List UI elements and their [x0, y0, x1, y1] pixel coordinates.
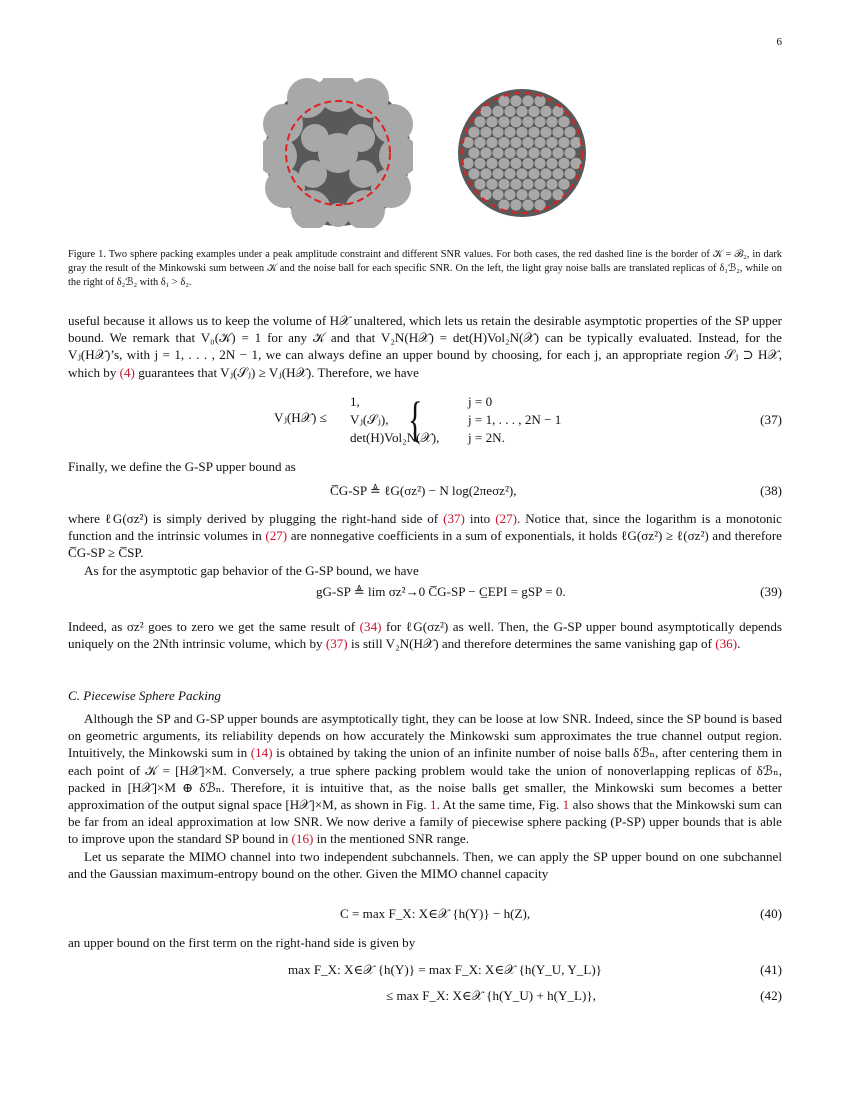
equation-41 [68, 962, 782, 986]
noise-ball [498, 137, 509, 148]
noise-ball [480, 168, 491, 179]
noise-ball [534, 137, 545, 148]
sphere-packing-left [263, 78, 413, 228]
noise-ball [516, 106, 527, 117]
equation-37 [68, 392, 782, 448]
equation-39 [68, 584, 782, 608]
eq39-number: (39) [760, 584, 782, 599]
noise-ball [504, 189, 515, 200]
equation-42 [68, 988, 782, 1012]
noise-ball [552, 189, 563, 200]
eq40-number: (40) [760, 906, 782, 921]
noise-ball [552, 147, 563, 158]
noise-ball [564, 168, 575, 179]
noise-ball [510, 137, 521, 148]
citation-link[interactable]: (27) [495, 511, 518, 526]
noise-ball [504, 106, 515, 117]
eq41-number: (41) [760, 962, 782, 977]
eq39-expression: gG-SP ≜ lim σz²→0 C̅G-SP − C̲EPI = gSP = 0. [316, 584, 566, 599]
figure-link[interactable]: 1 [430, 797, 437, 813]
noise-ball [498, 199, 509, 210]
noise-ball [540, 147, 551, 158]
eq37-case-condition: j = 1, . . . , 2N − 1 [468, 412, 562, 427]
noise-ball [558, 179, 569, 190]
noise-ball [492, 147, 503, 158]
paragraph-1: useful because it allows us to keep the volume of H𝒳 unaltered, which lets us retain the desirable asymptotic properties of the SP upper bound. We remark that V₀(𝒦) = 1 for any 𝒦 and that V₂N(H𝒳) = det(H)Vol₂N(𝒳) can be typically evaluated. Instead, for the Vⱼ(H𝒳)’s, with j = 1, . . . , 2N − 1, we can always define an upper bound by choosing, for each j, an appropriate region 𝒮ⱼ ⊃ H𝒳, which by (4) guarantees that Vⱼ(𝒮ⱼ) ≥ Vⱼ(H𝒳). Therefore, we have [68, 313, 782, 380]
eq38-number: (38) [760, 483, 782, 498]
noise-ball [504, 168, 515, 179]
noise-ball [468, 147, 479, 158]
noise-ball [534, 179, 545, 190]
noise-ball [534, 95, 545, 106]
paragraph-6: Although the SP and G-SP upper bounds are asymptotically tight, they can be loose at low SNR. Indeed, since the SP bound is based on geometric arguments, its reliability depends on how accurately the Minkowski sum approximates the true channel output region. Intuitively, the Minkowski sum in (14) is obtained by taking the union of an infinite number of noise balls δℬₙ, after centering them in each point of 𝒦 = [H𝒳]×M. Conversely, a true sphere packing problem would take the union of nonoverlapping replicas of δℬₙ, packed in [H𝒳]×M ⊕ δℬₙ. Therefore, it is intuitive that, as the noise balls get smaller, the Minkowski sum becomes a better approximation of the output signal space [H𝒳]×M, as shown in Fig. 1. At the same time, Fig. 1 also shows that the Minkowski sum can be far from an ideal approximation at low SNR. We now derive a family of piecewise sphere packing (P-SP) upper bounds that is able to improve upon the standard SP bound in (16) in the mentioned SNR range. Let us separate the MIMO channel into two independent subchannels. Then, we can apply the SP upper bound on one subchannel and the Gaussian maximum-entropy bound on the other. Given the MIMO channel capacity [68, 711, 782, 881]
paragraph-2: Finally, we define the G-SP upper bound as [68, 459, 296, 474]
equation-38 [68, 483, 782, 507]
figure-link[interactable]: 1 [562, 797, 570, 813]
sphere-packing-right [457, 88, 587, 218]
noise-ball [540, 127, 551, 138]
noise-ball [534, 158, 545, 169]
noise-ball [468, 168, 479, 179]
eq37-case-value: 1, [350, 394, 360, 409]
noise-ball [522, 95, 533, 106]
paragraph-8: an upper bound on the first term on the right-hand side is given by [68, 935, 416, 950]
noise-ball [546, 116, 557, 127]
noise-ball [552, 168, 563, 179]
citation-link[interactable]: (27) [265, 528, 288, 544]
noise-ball [480, 147, 491, 158]
citation-link[interactable]: (34) [359, 619, 382, 634]
noise-ball [474, 158, 485, 169]
noise-ball [564, 127, 575, 138]
eq42-number: (42) [760, 988, 782, 1003]
noise-ball [522, 179, 533, 190]
eq41-expression: max F_X: X∈𝒳 {h(Y)} = max F_X: X∈𝒳 {h(Y_U, Y_L)} [288, 962, 602, 977]
noise-ball [540, 168, 551, 179]
noise-ball [492, 168, 503, 179]
noise-ball [498, 158, 509, 169]
noise-ball [486, 137, 497, 148]
section-title: C. Piecewise Sphere Packing [68, 688, 221, 703]
noise-ball [498, 179, 509, 190]
noise-ball [510, 116, 521, 127]
noise-ball [492, 106, 503, 117]
noise-ball [570, 137, 581, 148]
citation-link[interactable]: (16) [291, 831, 314, 847]
noise-ball [510, 179, 521, 190]
noise-ball [480, 127, 491, 138]
eq37-case-value: Vⱼ(𝒮ⱼ), [350, 412, 389, 427]
noise-ball [528, 127, 539, 138]
noise-ball [528, 147, 539, 158]
noise-ball [468, 127, 479, 138]
noise-ball [552, 106, 563, 117]
eq40-expression: C = max F_X: X∈𝒳 {h(Y)} − h(Z), [340, 906, 531, 921]
eq37-case-condition: j = 0 [468, 394, 493, 409]
citation-link[interactable]: (37) [325, 636, 348, 652]
noise-ball [546, 179, 557, 190]
noise-ball [474, 179, 485, 190]
eq37-brace: { [408, 391, 423, 447]
noise-ball [552, 127, 563, 138]
figure-1 [0, 78, 850, 238]
page-number: 6 [776, 36, 782, 48]
noise-ball [486, 116, 497, 127]
noise-ball [558, 137, 569, 148]
paragraph-5: Indeed, as σz² goes to zero we get the same result of (34) for ℓG(σz²) as well. Then, the G-SP upper bound asymptotically depends uniquely on the 2Nth intrinsic volume, which by (37) is still V₂N(H𝒳) and therefore determines the same vanishing gap of (36). [68, 619, 782, 652]
paragraph-4: As for the asymptotic gap behavior of the G-SP bound, we have [84, 562, 419, 578]
noise-ball [504, 127, 515, 138]
noise-ball [534, 116, 545, 127]
noise-ball [558, 158, 569, 169]
eq38-expression: C̅G-SP ≜ ℓG(σz²) − N log(2πeσz²), [330, 483, 517, 498]
equation-40 [68, 906, 782, 930]
citation-link[interactable]: (36) [715, 636, 738, 652]
citation-link[interactable]: (4) [119, 364, 135, 380]
noise-ball [474, 137, 485, 148]
noise-ball [510, 158, 521, 169]
noise-ball [516, 147, 527, 158]
paragraph-3: where ℓG(σz²) is simply derived by plugging the right-hand side of (37) into (27). Notice that, since the logarithm is a monotonic function and the intrinsic volumes in (27) are nonnegative coefficients in a sum of exponentials, it holds ℓG(σz²) ≥ ℓ(σz²) and therefore C̅G-SP ≥ C̅SP. As for the asymptotic gap behavior of the G-SP bound, we have [68, 511, 782, 578]
noise-ball [462, 158, 473, 169]
noise-ball [522, 158, 533, 169]
noise-ball [528, 168, 539, 179]
noise-ball [546, 158, 557, 169]
noise-ball [516, 168, 527, 179]
noise-ball [516, 127, 527, 138]
noise-ball [546, 137, 557, 148]
paragraph-7: Let us separate the MIMO channel into two independent subchannels. Then, we can apply the SP upper bound on one subchannel and the Gaussian maximum-entropy bound on the other. Given the MIMO channel capacity [68, 848, 782, 881]
eq37-lhs: Vⱼ(H𝒳) ≤ [274, 410, 327, 425]
noise-ball [522, 137, 533, 148]
noise-ball [486, 158, 497, 169]
noise-ball [528, 189, 539, 200]
noise-ball [498, 95, 509, 106]
noise-ball [504, 147, 515, 158]
noise-ball [540, 189, 551, 200]
noise-ball [564, 147, 575, 158]
noise-ball [528, 106, 539, 117]
noise-ball [474, 116, 485, 127]
eq37-case-condition: j = 2N. [468, 430, 505, 445]
noise-ball [540, 106, 551, 117]
citation-link[interactable]: (14) [250, 745, 273, 761]
noise-ball [486, 179, 497, 190]
eq37-case-value: det(H)Vol₂N(𝒳), [350, 430, 440, 445]
eq37-number: (37) [760, 412, 782, 427]
noise-ball [492, 127, 503, 138]
noise-ball [522, 199, 533, 210]
figure-caption: Figure 1. Two sphere packing examples under a peak amplitude constraint and different SNR values. For both cases, the red dashed line is the border of 𝒦 = ℬ₂, in dark gray the result of the Minkowski sum between 𝒦 and the noise ball for each specific SNR. On the left, the light gray noise balls are translated replicas of δ₁ℬ₂, while on the right of δ₂ℬ₂ with δ₁ > δ₂. [68, 249, 782, 288]
noise-ball [522, 116, 533, 127]
eq42-expression: ≤ max F_X: X∈𝒳 {h(Y_U) + h(Y_L)}, [386, 988, 596, 1003]
noise-ball [498, 116, 509, 127]
noise-ball [480, 106, 491, 117]
noise-ball [492, 189, 503, 200]
noise-ball [516, 189, 527, 200]
noise-ball [558, 116, 569, 127]
noise-ball [510, 199, 521, 210]
citation-link[interactable]: (37) [443, 511, 465, 526]
noise-ball [510, 95, 521, 106]
